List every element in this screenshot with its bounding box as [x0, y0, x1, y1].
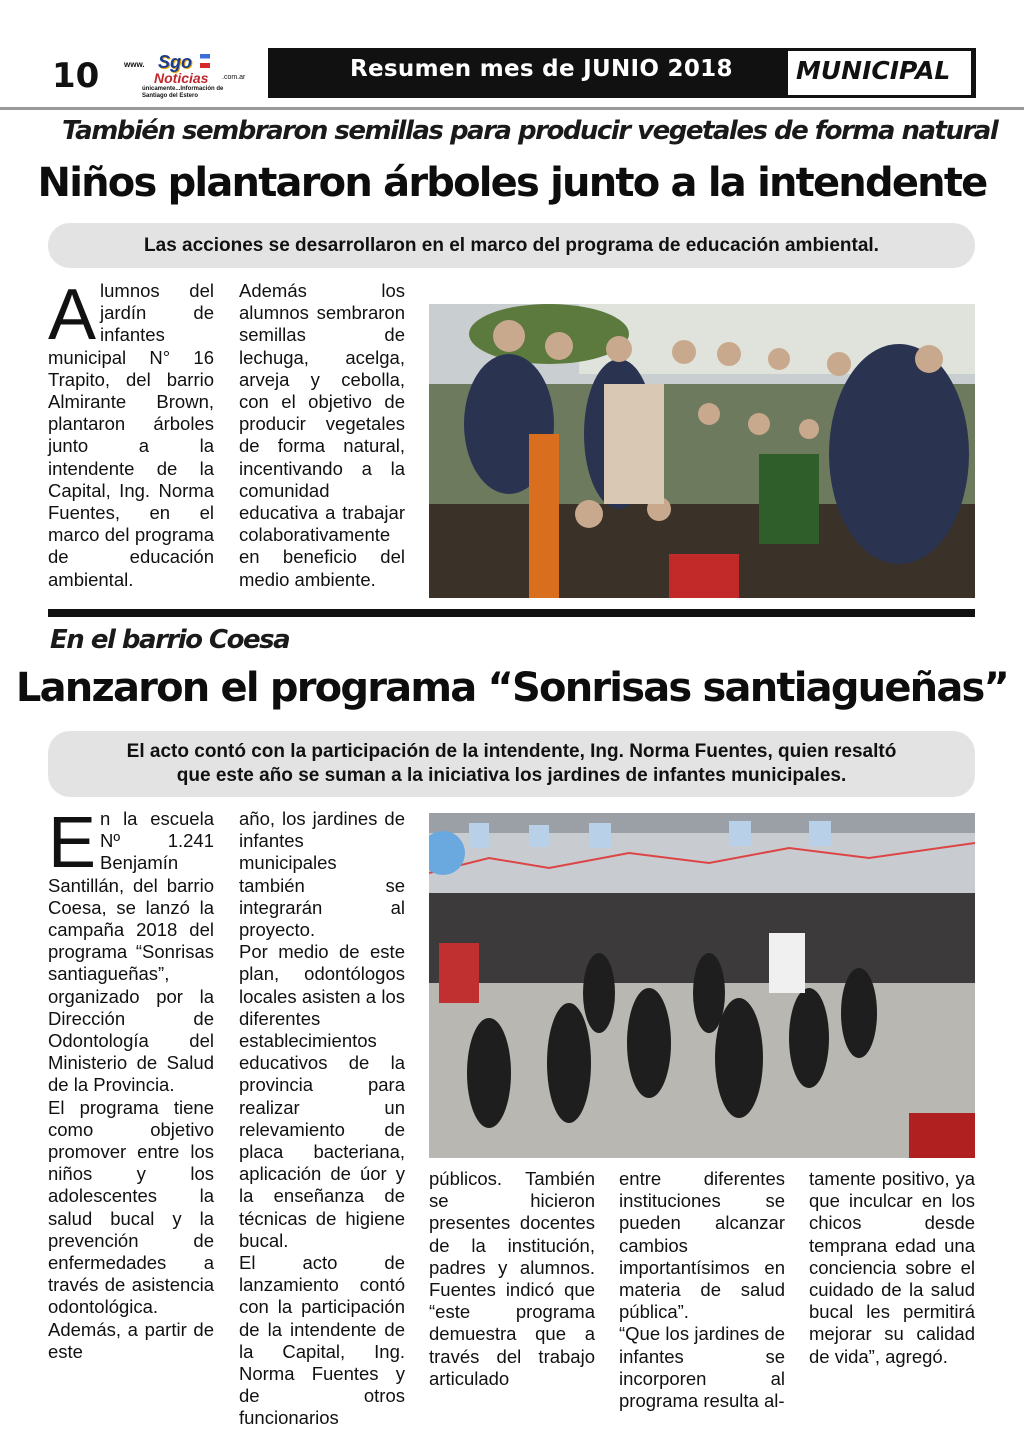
flag-icon	[200, 54, 210, 68]
logo-name-top: Sgo	[158, 52, 192, 72]
article2-col5-text: tamente positivo, ya que inculcar en los chicos desde temprana edad una conciencia sobre el cuidado de la salud bucal les permitirá mejorar su calidad de vida”, agregó.	[809, 1168, 975, 1367]
tree-planting-photo	[429, 304, 975, 598]
sgo-noticias-logo	[118, 50, 258, 98]
article2-col2-p3: El acto de lanzamiento contó con la participación de la intendente de la Capital, Ing. Norma Fuentes y de otros funcionarios	[239, 1252, 405, 1429]
article2-column-1	[48, 803, 214, 1363]
article2-column-4	[619, 1168, 785, 1412]
page-number: 10	[52, 56, 100, 96]
section-label: MUNICIPAL	[796, 56, 951, 85]
article2-col1-p2: El programa tiene como objetivo promover entre los niños y los adolescentes la salud bucal y la prevención de enfermedades a través de asistencia odontológica. Además, a partir de este	[48, 1096, 214, 1362]
article2-column-3	[429, 1168, 595, 1390]
article2-col2-p2: Por medio de este plan, odontólogos locales asisten a los diferentes establecimientos educativos de la provincia para realizar un relevamiento de placa bacteriana, aplicación de úor y la enseñanza de técnicas de higiene bucal.	[239, 941, 405, 1251]
article2-dropcap: E	[48, 803, 97, 883]
article2-subhead-line1: El acto contó con la participación de la intendente, Ing. Norma Fuentes, quien resaltó	[126, 741, 897, 762]
article1-col1-text: lumnos del jardín de infantes municipal N° 16 Trapito, del barrio Almirante Brown, plantaron árboles junto a la intendente de la Capital, Ing. Norma Fuentes, en el marco del programa de educación ambiental.	[48, 280, 214, 590]
article2-column-2	[239, 808, 405, 1430]
article2-col4-p2: “Que los jardines de infantes se incorporen al programa resulta al-	[619, 1323, 785, 1412]
logo-www: www.	[124, 60, 145, 69]
article1-col2-text: Además los alumnos sembraron semillas de lechuga, acelga, arveja y cebolla, con el objetivo de producir vegetales de forma natural, incentivando a la comunidad educativa a trabajar colaborativamente en beneficio del medio ambiente.	[239, 280, 405, 590]
school-dance-photo	[429, 813, 975, 1158]
article2-kicker: En el barrio Coesa	[50, 625, 290, 655]
article1-column-1	[48, 275, 214, 591]
logo-name-bottom: Noticias	[154, 70, 209, 86]
summary-title: Resumen mes de JUNIO 2018	[350, 56, 733, 82]
logo-domain: .com.ar	[222, 74, 246, 81]
article-divider	[48, 609, 975, 617]
article1-dropcap: A	[48, 275, 97, 355]
article2-subhead-line2: que este año se suman a la iniciativa los jardines de infantes municipales.	[176, 765, 847, 786]
article1-column-2	[239, 280, 405, 591]
article1-headline: Niños plantaron árboles junto a la intendente	[37, 160, 987, 206]
article2-col3-text: públicos. También se hicieron presentes docentes de la institución, padres y alumnos. Fuentes indicó que “este programa demuestra que a través del trabajo articulado	[429, 1168, 595, 1389]
article2-col2-p1: año, los jardines de infantes municipales también se integrarán al proyecto.	[239, 808, 405, 941]
header-rule	[0, 107, 1024, 110]
article2-col1-p1: n la escuela Nº 1.241 Benjamín Santillán, del barrio Coesa, se lanzó la campaña 2018 del programa “Sonrisas santiagueñas”, organizado por la Dirección de Odontología del Ministerio de Salud de la Provincia.	[48, 808, 214, 1096]
article1-kicker: También sembraron semillas para producir vegetales de forma natural	[62, 116, 998, 146]
tree-planting-photo-icon	[429, 304, 975, 598]
article1-subhead: Las acciones se desarrollaron en el marco del programa de educación ambiental.	[48, 223, 975, 268]
article2-headline: Lanzaron el programa “Sonrisas santiagueñas”	[15, 665, 1009, 711]
school-dance-photo-icon	[429, 813, 975, 1158]
article2-column-5	[809, 1168, 975, 1368]
logo-tagline: únicamente...Información de Santiago del Estero	[142, 86, 224, 99]
article2-col4-p1: entre diferentes instituciones se pueden alcanzar cambios importantísimos en materia de salud pública”.	[619, 1168, 785, 1323]
article2-subhead	[48, 731, 975, 797]
